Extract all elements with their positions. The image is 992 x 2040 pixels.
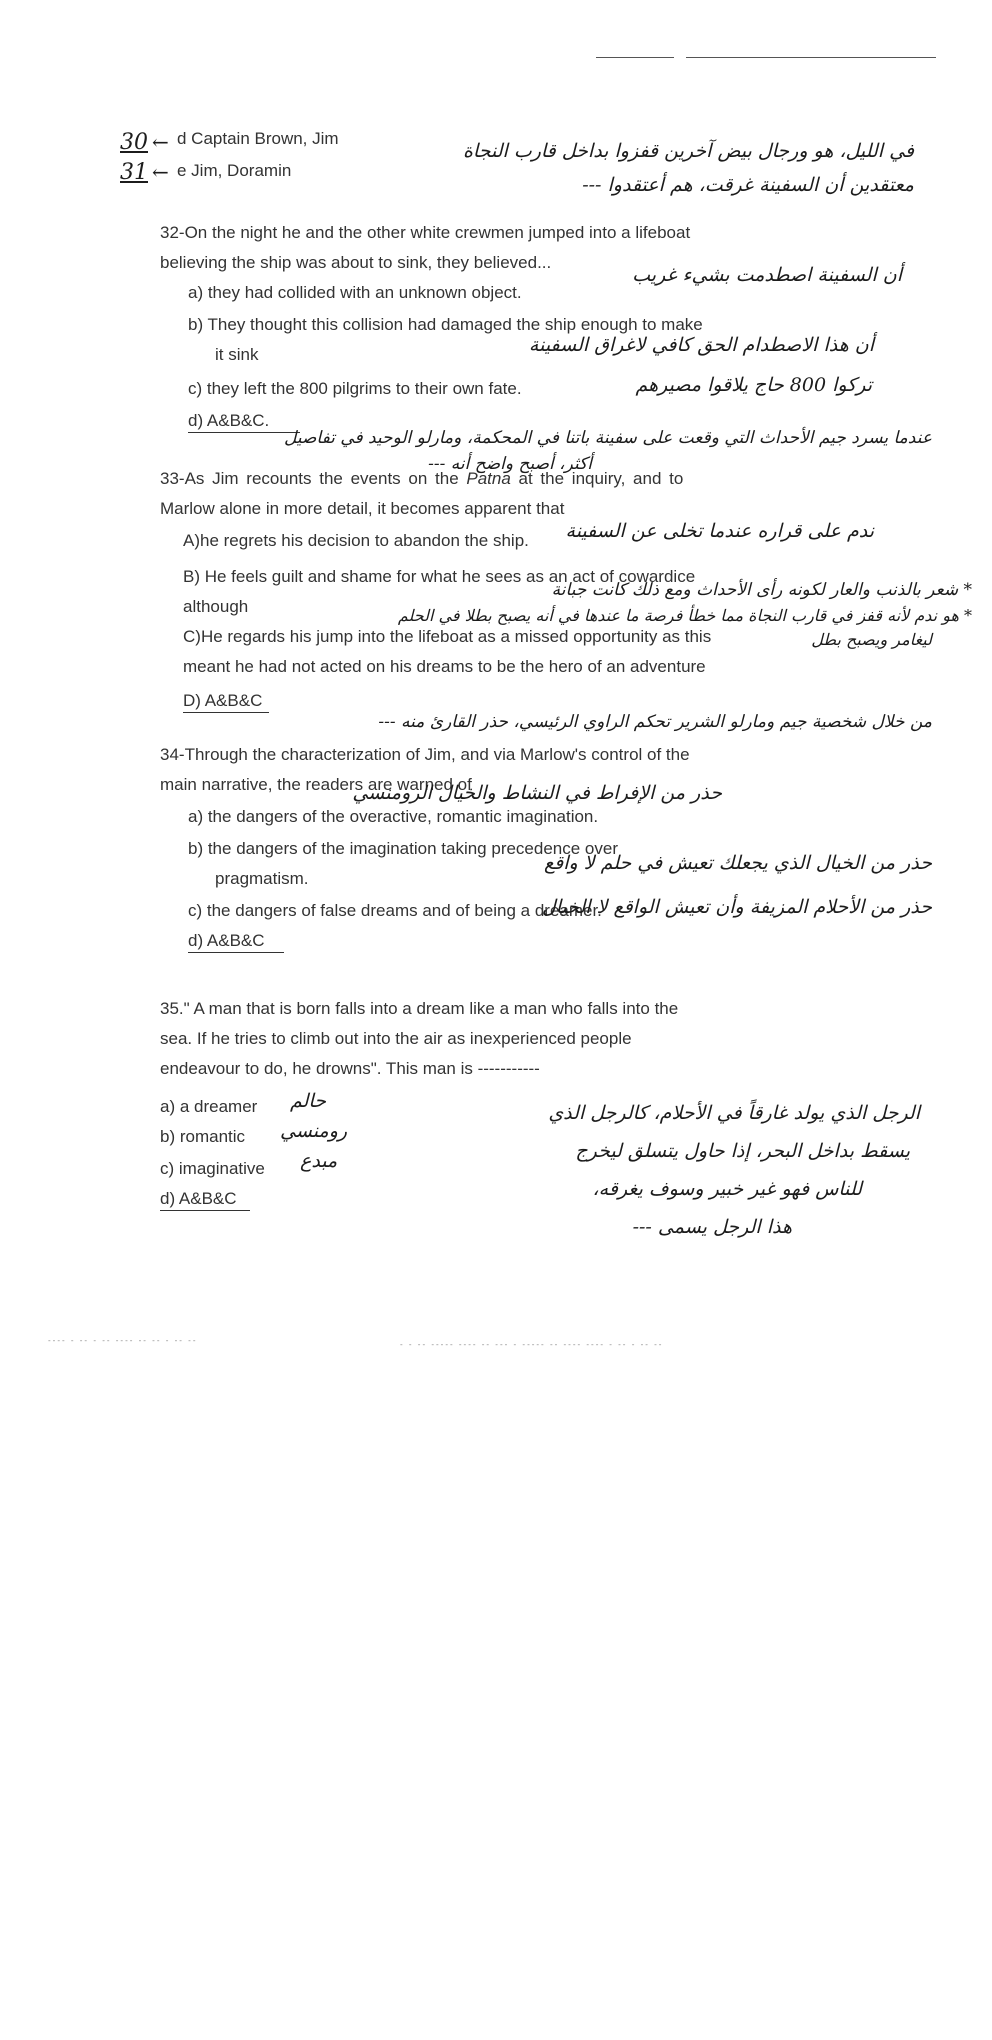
q32-arabic-d-2: أكثر، أصبح واضح أنه --- — [428, 454, 592, 474]
q32-arabic-stem: أن السفينة اصطدمت بشيء غريب — [632, 264, 902, 286]
q34-arabic-b: حذر من الخيال الذي يجعلك تعيش في حلم لا واقع — [544, 852, 932, 874]
q33-stem-line-2: Marlow alone in more detail, it becomes apparent that — [160, 499, 565, 518]
q35-option-b: b) romantic — [160, 1127, 246, 1146]
ship-name-patna: Patna — [466, 469, 511, 488]
q34-stem-line-1: 34-Through the characterization of Jim, and via Marlow's control of the — [160, 745, 690, 764]
q33-stem-line-1 — [160, 468, 683, 490]
option-e-jim-doramin: e Jim, Doramin — [177, 161, 292, 180]
q35-arabic-b: رومنسي — [280, 1120, 348, 1142]
q32-arabic-c: تركوا 800 حاج يلاقوا مصيرهم — [635, 374, 872, 396]
q33-stem-text: 33-As Jim recounts the events on the Patna at the inquiry, and to — [160, 469, 684, 488]
q35-option-a: a) a dreamer — [160, 1097, 258, 1116]
q33-option-b: B) He feels guilt and shame for what he sees as an act of cowardice — [183, 567, 696, 586]
q35-stem-line-2: sea. If he tries to climb out into the air as inexperienced people — [160, 1029, 632, 1048]
header-mark-right — [686, 57, 936, 58]
q35-arabic-translation-3: للناس فهو غير خبير وسوف يغرقه، — [592, 1178, 862, 1200]
q33-option-d: D) A&B&C — [183, 690, 269, 713]
q32-option-a: a) they had collided with an unknown object. — [188, 283, 522, 302]
q33-arabic-c-2: ليغامر ويصبح بطل — [811, 630, 932, 649]
q33-option-a: A)he regrets his decision to abandon the ship. — [183, 531, 529, 550]
q32-stem-line-2: believing the ship was about to sink, they believed... — [160, 253, 552, 272]
q34-option-a: a) the dangers of the overactive, romantic imagination. — [188, 807, 599, 826]
arrow-31: ← — [152, 160, 169, 184]
q33-option-c-line-2: meant he had not acted on his dreams to be the hero of an adventure — [183, 657, 706, 676]
q35-option-c: c) imaginative — [160, 1159, 265, 1178]
q35-stem-line-3: endeavour to do, he drowns". This man is ----------- — [160, 1059, 540, 1078]
header-mark-left — [596, 57, 674, 58]
question-number-31: 31 — [120, 160, 148, 185]
q34-arabic-stem: من خلال شخصية جيم ومارلو الشرير تحكم الراوي الرئيسي، حذر القارئ منه --- — [378, 712, 932, 732]
option-d-captain-brown: d Captain Brown, Jim — [177, 129, 339, 148]
q34-stem-line-2: main narrative, the readers are warned of — [160, 775, 472, 794]
q34-option-d: d) A&B&C — [188, 930, 284, 953]
q32-arabic-b: أن هذا الاصطدام الحق كافي لاغراق السفينة — [528, 334, 874, 356]
arabic-note-top-2: معتقدين أن السفينة غرقت، هم أعتقدوا --- — [582, 174, 914, 196]
question-number-30: 30 — [120, 130, 148, 155]
q32-option-c: c) they left the 800 pilgrims to their own fate. — [188, 379, 522, 398]
q32-stem-line-1: 32-On the night he and the other white crewmen jumped into a lifeboat — [160, 223, 691, 242]
q34-arabic-c: حذر من الأحلام المزيفة وأن تعيش الواقع لا الخيال — [541, 896, 932, 918]
q35-arabic-c: مبدع — [300, 1150, 338, 1172]
footer-mark-left: ---- - -- - -- ---- -- -- - -- -- — [48, 1336, 198, 1345]
q35-option-d: d) A&B&C — [160, 1188, 250, 1211]
q34-option-b-line-2: pragmatism. — [215, 869, 309, 888]
q32-option-d: d) A&B&C. — [188, 410, 300, 433]
q33-arabic-b: * شعر بالذنب والعار لكونه رأى الأحداث ومع ذلك كانت جبانة — [551, 580, 972, 600]
q35-arabic-translation-1: الرجل الذي يولد غارقاً في الأحلام، كالرجل الذي — [548, 1102, 920, 1124]
q34-option-b-line-1: b) the dangers of the imagination taking precedence over — [188, 839, 618, 858]
q33-arabic-a: ندم على قراره عندما تخلى عن السفينة — [565, 520, 874, 542]
q35-arabic-a: حالم — [290, 1090, 326, 1112]
q32-option-b-line-1: b) They thought this collision had damaged the ship enough to make — [188, 315, 703, 334]
q34-option-c: c) the dangers of false dreams and of being a dreamer. — [188, 901, 602, 920]
arrow-30: ← — [152, 130, 169, 154]
q33-option-c-line-1: C)He regards his jump into the lifeboat as a missed opportunity as this — [183, 627, 712, 646]
q35-arabic-translation-4: هذا الرجل يسمى --- — [632, 1216, 792, 1238]
q32-arabic-d-1: عندما يسرد جيم الأحداث التي وقعت على سفينة باتنا في المحكمة، ومارلو الوحيد في تفاصيل — [283, 428, 932, 448]
q33-arabic-c-1: * هو ندم لأنه قفز في قارب النجاة مما خطأ فرصة ما عندها في أنه يصبح بطلا في الحلم — [397, 606, 972, 625]
q32-option-b-line-2: it sink — [215, 345, 259, 364]
q33-although: although — [183, 597, 249, 616]
footer-mark-right: - - -- ----- ---- -- --- - ----- -- ---- ---- - -- - -- -- — [400, 1340, 664, 1349]
arabic-note-top-1: في الليل، هو ورجال بيض آخرين قفزوا بداخل قارب النجاة — [462, 140, 914, 162]
q35-arabic-translation-2: يسقط بداخل البحر، إذا حاول يتسلق ليخرج — [575, 1140, 910, 1162]
q34-arabic-a: حذر من الإفراط في النشاط والخيال الرومنسي — [352, 782, 722, 804]
q35-stem-line-1: 35." A man that is born falls into a dream like a man who falls into the — [160, 999, 679, 1018]
